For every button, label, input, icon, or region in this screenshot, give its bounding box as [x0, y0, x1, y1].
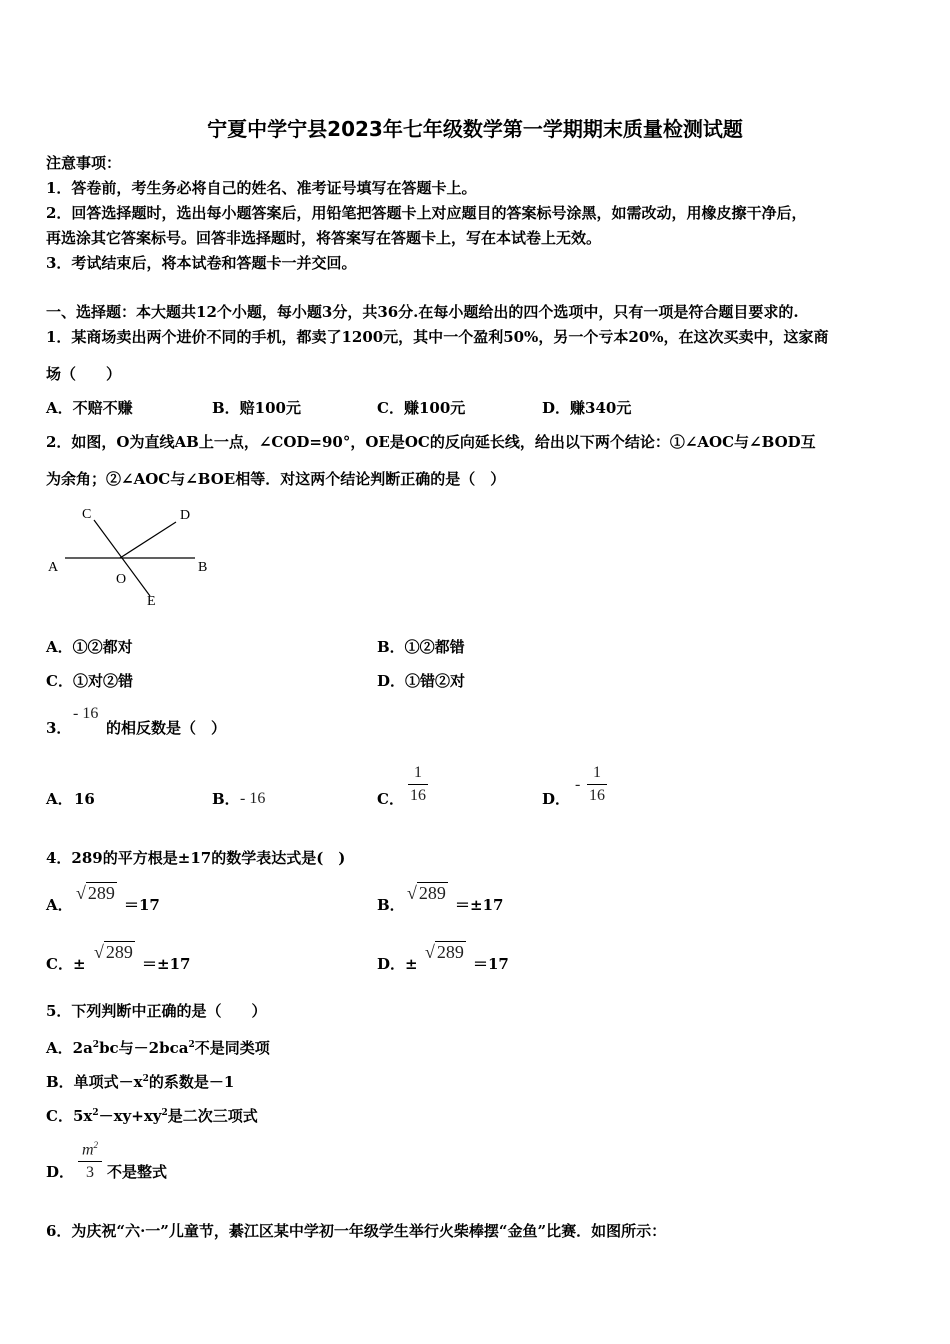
q5-a-mid: bc与－2bca — [99, 1039, 189, 1057]
q3-stem: 的相反数是（ ） — [106, 719, 227, 737]
q1-stem-cont: 场（ ） — [46, 365, 122, 383]
q4-d-sqrt — [425, 941, 466, 963]
q3-option-b-value: - 16 — [240, 790, 266, 807]
fraction-bar — [408, 784, 428, 785]
q5-a-pre: A．2a — [46, 1039, 93, 1057]
label-d: D — [180, 508, 191, 523]
radical-sign-icon: √ — [407, 883, 417, 903]
q4-c-radicand: 289 — [105, 942, 133, 962]
q4-option-d-tail: ＝17 — [473, 955, 509, 973]
q3-option-a-value: 16 — [74, 790, 95, 808]
page-title: 宁夏中学宁县2023年七年级数学第一学期期末质量检测试题 — [207, 117, 743, 141]
label-o: O — [116, 572, 127, 587]
q4-b-radicand: 289 — [418, 883, 446, 903]
q3-expression: - 16 — [73, 705, 99, 722]
q4-option-c-label: C．± — [46, 955, 86, 973]
section-heading: 一、选择题：本大题共12个小题，每小题3分，共36分.在每小题给出的四个选项中，只有一项是符合题目要求的. — [46, 303, 799, 321]
q4-option-b-label: B． — [377, 896, 405, 914]
notice-item-1: 1．答卷前，考生务必将自己的姓名、准考证号填写在答题卡上。 — [46, 179, 477, 197]
notice-item-3: 3．考试结束后，将本试卷和答题卡一并交回。 — [46, 254, 357, 272]
q3-c-denominator: 16 — [410, 787, 426, 804]
q5-a-sup1: 2 — [92, 1040, 100, 1050]
ray-od — [120, 522, 176, 558]
q5-d-num-sup: 2 — [93, 1140, 99, 1150]
q5-a-sup2: 2 — [188, 1040, 195, 1050]
q4-stem: 4．289的平方根是±17的数学表达式是( ) — [46, 849, 346, 867]
q2-option-a: A．①②都对 — [46, 638, 133, 656]
q5-b-post: 的系数是－1 — [148, 1073, 235, 1091]
q3-d-denominator: 16 — [589, 787, 605, 804]
q4-option-a-label: A． — [46, 896, 73, 914]
q5-d-denominator: 3 — [86, 1164, 94, 1182]
q4-b-sqrt — [407, 882, 448, 904]
q5-d-num-base: m — [81, 1141, 94, 1159]
fraction-bar — [78, 1161, 102, 1162]
q4-option-d-label: D．± — [377, 955, 418, 973]
q5-option-c — [46, 1103, 258, 1126]
q3-option-d-label: D． — [542, 790, 571, 808]
q1-option-b: B．赔100元 — [212, 399, 301, 417]
notice-item-2: 2．回答选择题时，选出每小题答案后，用铅笔把答题卡上对应题目的答案标号涂黑，如需改动，用橡皮擦干净后， — [46, 204, 807, 222]
q3-option-c-fraction — [408, 764, 428, 805]
q2-option-c: C．①对②错 — [46, 672, 133, 690]
q5-stem: 5．下列判断中正确的是（ ） — [46, 1002, 267, 1020]
q5-c-post: 是二次三项式 — [167, 1107, 258, 1125]
q5-option-d-text: 不是整式 — [107, 1163, 168, 1181]
fraction-bar — [587, 784, 607, 785]
q3-option-b-label: B． — [212, 790, 240, 808]
q4-option-c-tail: ＝±17 — [142, 955, 191, 973]
q4-option-b-tail: ＝±17 — [455, 896, 504, 914]
q1-option-d: D．赚340元 — [542, 399, 632, 417]
q4-a-radicand: 289 — [87, 883, 115, 903]
q1-stem: 1．某商场卖出两个进价不同的手机，都卖了1200元，其中一个盈利50%，另一个亏本20%，在这次买卖中，这家商 — [46, 328, 829, 346]
q5-c-mid: －xy+xy — [98, 1107, 162, 1125]
q6-stem: 6．为庆祝“六·一”儿童节，綦江区某中学初一年级学生举行火柴棒摆“金鱼”比赛．如图所示： — [46, 1222, 667, 1240]
q4-c-sqrt — [94, 941, 135, 963]
q1-option-c: C．赚100元 — [377, 399, 466, 417]
radical-sign-icon: √ — [94, 942, 104, 962]
q5-d-numerator — [78, 1136, 102, 1159]
q1-option-a: A．不赔不赚 — [46, 399, 133, 417]
q5-c-pre: C．5x — [46, 1107, 93, 1125]
q2-angle-figure — [40, 500, 220, 615]
q3-option-d-fraction — [587, 764, 607, 805]
q2-option-d: D．①错②对 — [377, 672, 466, 690]
q5-option-a — [46, 1035, 270, 1058]
q3-number: 3． — [46, 719, 72, 737]
q4-a-sqrt — [76, 882, 117, 904]
q2-stem: 2．如图，O为直线AB上一点，∠COD=90°，OE是OC的反向延长线，给出以下两个结论：①∠AOC与∠BOD互 — [46, 433, 816, 451]
q3-option-a-label: A． — [46, 790, 73, 808]
label-b: B — [198, 560, 208, 575]
q2-option-b: B．①②都错 — [377, 638, 465, 656]
q5-a-post: 不是同类项 — [194, 1039, 270, 1057]
notice-heading: 注意事项： — [46, 154, 122, 172]
q3-d-numerator: 1 — [593, 764, 601, 781]
q2-stem-cont: 为余角；②∠AOC与∠BOE相等．对这两个结论判断正确的是（ ） — [46, 470, 506, 488]
q5-c-sup1: 2 — [92, 1108, 99, 1118]
q5-b-sup: 2 — [142, 1074, 149, 1084]
q5-option-b — [46, 1069, 234, 1092]
q4-option-a-tail: ＝17 — [124, 896, 160, 914]
q5-option-d-label: D． — [46, 1163, 75, 1181]
label-e: E — [147, 594, 156, 609]
q5-d-fraction — [78, 1136, 102, 1182]
radical-sign-icon: √ — [76, 883, 86, 903]
notice-item-2-cont: 再选涂其它答案标号。回答非选择题时，将答案写在答题卡上，写在本试卷上无效。 — [46, 229, 602, 247]
q5-b-pre: B．单项式－x — [46, 1073, 143, 1091]
q5-c-sup2: 2 — [161, 1108, 168, 1118]
q3-option-d-sign: - — [575, 776, 581, 793]
radical-sign-icon: √ — [425, 942, 435, 962]
label-c: C — [82, 507, 92, 522]
q4-d-radicand: 289 — [436, 942, 464, 962]
label-a: A — [48, 560, 59, 575]
q3-option-c-label: C． — [377, 790, 404, 808]
q3-c-numerator: 1 — [414, 764, 422, 781]
